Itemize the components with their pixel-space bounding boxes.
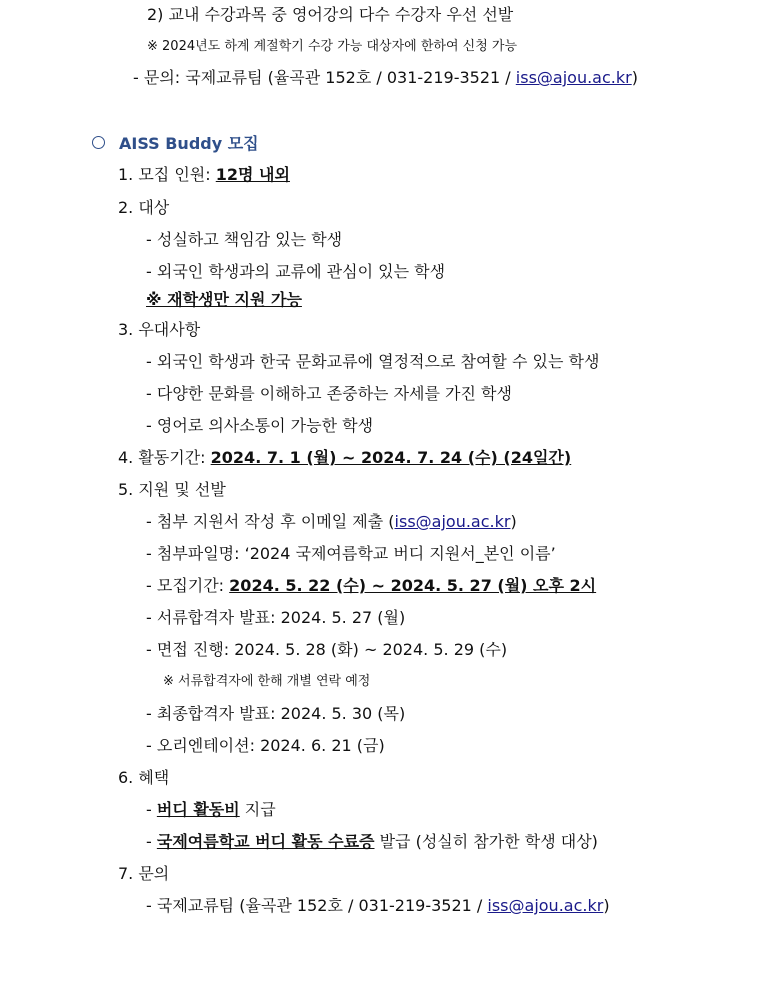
item-5-label: 5. 지원 및 선발 bbox=[118, 480, 226, 499]
item-4-value: 2024. 7. 1 (월) ~ 2024. 7. 24 (수) (24일간) bbox=[210, 448, 572, 467]
item-1-value: 12명 내외 bbox=[215, 165, 290, 184]
item-6-bullet-2 bbox=[146, 831, 598, 853]
item-6-b1-rest: 지급 bbox=[239, 800, 276, 819]
item-5-bullet-5: - 면접 진행: 2024. 5. 28 (화) ~ 2024. 5. 29 (수) bbox=[146, 640, 508, 659]
item-6-bullet-1 bbox=[146, 799, 276, 821]
item-5-note: ※ 서류합격자에 한해 개별 연락 예정 bbox=[163, 674, 371, 689]
item-1-label: 1. 모집 인원: bbox=[118, 165, 216, 184]
item-5-bullet-7: - 오리엔테이션: 2024. 6. 21 (금) bbox=[146, 736, 385, 755]
item-recruitment-count bbox=[118, 164, 290, 186]
section-title: AISS Buddy 모집 bbox=[119, 134, 259, 153]
item-5-bullet-4: - 서류합격자 발표: 2024. 5. 27 (월) bbox=[146, 608, 406, 627]
top-note: ※ 2024년도 하계 계절학기 수강 가능 대상자에 한하여 신청 가능 bbox=[147, 39, 518, 54]
hollow-circle-bullet-icon bbox=[92, 136, 105, 149]
item-2-bullet-2: - 외국인 학생과의 교류에 관심이 있는 학생 bbox=[146, 262, 446, 281]
section-heading bbox=[92, 133, 259, 155]
item-5-bullet-6: - 최종합격자 발표: 2024. 5. 30 (목) bbox=[146, 704, 406, 723]
item-6-b1-dash: - bbox=[146, 800, 157, 819]
item-activity-period bbox=[118, 447, 571, 469]
item-4-label: 4. 활동기간: bbox=[118, 448, 211, 467]
top-contact-text: - 문의: 국제교류팀 (율곡관 152호 / 031-219-3521 / bbox=[133, 68, 516, 87]
item-7-label: 7. 문의 bbox=[118, 864, 170, 883]
item-6-b2-rest: 발급 (성실히 참가한 학생 대상) bbox=[374, 832, 598, 851]
item-5-b1-close: ) bbox=[510, 512, 517, 531]
item-6-label: 6. 혜택 bbox=[118, 768, 170, 787]
item-6-b2-dash: - bbox=[146, 832, 157, 851]
item-7-bullet-1 bbox=[146, 895, 610, 917]
item-5-bullet-2: - 첨부파일명: ‘2024 국제여름학교 버디 지원서_본인 이름’ bbox=[146, 544, 556, 563]
item-7-b1-text: - 국제교류팀 (율곡관 152호 / 031-219-3521 / bbox=[146, 896, 488, 915]
item-5-b3-value: 2024. 5. 22 (수) ~ 2024. 5. 27 (월) 오후 2시 bbox=[229, 576, 597, 595]
item-3-label: 3. 우대사항 bbox=[118, 320, 201, 339]
top-contact bbox=[133, 67, 638, 89]
item-7-b1-close: ) bbox=[603, 896, 610, 915]
top-item-2: 2) 교내 수강과목 중 영어강의 다수 수강자 우선 선발 bbox=[147, 5, 514, 24]
item-2-label: 2. 대상 bbox=[118, 198, 170, 217]
item-2-note: ※ 재학생만 지원 가능 bbox=[146, 290, 302, 309]
item-7-email-link[interactable]: iss@ajou.ac.kr bbox=[487, 896, 604, 915]
item-5-bullet-3 bbox=[146, 575, 596, 597]
item-3-bullet-1: - 외국인 학생과 한국 문화교류에 열정적으로 참여할 수 있는 학생 bbox=[146, 352, 600, 371]
top-contact-email-link[interactable]: iss@ajou.ac.kr bbox=[515, 68, 632, 87]
item-5-b3-label: - 모집기간: bbox=[146, 576, 230, 595]
item-3-bullet-3: - 영어로 의사소통이 가능한 학생 bbox=[146, 416, 374, 435]
item-6-b2-bold: 국제여름학교 버디 활동 수료증 bbox=[156, 832, 375, 851]
top-contact-close: ) bbox=[631, 68, 638, 87]
item-5-b1-text: - 첨부 지원서 작성 후 이메일 제출 ( bbox=[146, 512, 395, 531]
item-2-bullet-1: - 성실하고 책임감 있는 학생 bbox=[146, 230, 343, 249]
item-5-bullet-1 bbox=[146, 511, 517, 533]
item-3-bullet-2: - 다양한 문화를 이해하고 존중하는 자세를 가진 학생 bbox=[146, 384, 512, 403]
item-6-b1-bold: 버디 활동비 bbox=[156, 800, 240, 819]
item-5-email-link[interactable]: iss@ajou.ac.kr bbox=[394, 512, 511, 531]
